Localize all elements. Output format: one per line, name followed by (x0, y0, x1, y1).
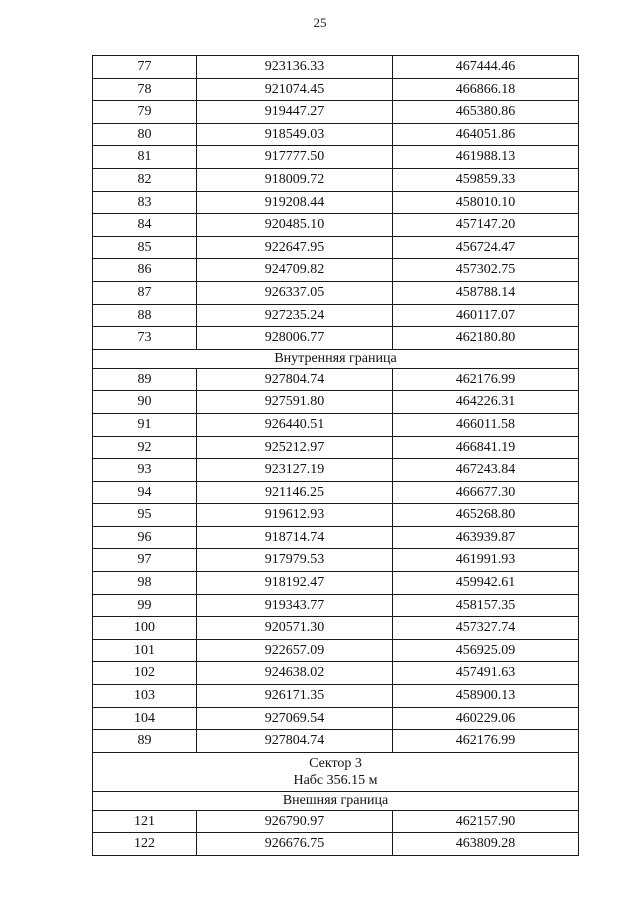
x-coordinate-cell: 922657.09 (197, 639, 393, 662)
point-number-cell: 79 (93, 101, 197, 124)
y-coordinate-cell: 456724.47 (393, 236, 579, 259)
y-coordinate-cell: 458010.10 (393, 191, 579, 214)
y-coordinate-cell: 457302.75 (393, 259, 579, 282)
point-number-cell: 77 (93, 56, 197, 79)
sector-title: Сектор 3 (309, 755, 362, 771)
point-number-cell: 97 (93, 549, 197, 572)
sector-header-row (93, 752, 579, 791)
x-coordinate-cell: 925212.97 (197, 436, 393, 459)
coordinates-table (92, 55, 579, 856)
x-coordinate-cell: 926790.97 (197, 810, 393, 833)
y-coordinate-cell: 464226.31 (393, 391, 579, 414)
y-coordinate-cell: 466011.58 (393, 413, 579, 436)
point-number-cell: 86 (93, 259, 197, 282)
point-number-cell: 92 (93, 436, 197, 459)
x-coordinate-cell: 926171.35 (197, 685, 393, 708)
x-coordinate-cell: 928006.77 (197, 327, 393, 350)
table-row (93, 549, 579, 572)
table-row (93, 236, 579, 259)
table-row (93, 572, 579, 595)
point-number-cell: 94 (93, 481, 197, 504)
y-coordinate-cell: 462176.99 (393, 730, 579, 753)
coordinates-table-body (93, 56, 579, 856)
table-row (93, 78, 579, 101)
table-row (93, 191, 579, 214)
table-row (93, 481, 579, 504)
table-row (93, 146, 579, 169)
x-coordinate-cell: 917979.53 (197, 549, 393, 572)
point-number-cell: 103 (93, 685, 197, 708)
x-coordinate-cell: 919447.27 (197, 101, 393, 124)
sector-elevation: Набс 356.15 м (293, 772, 378, 788)
table-row (93, 391, 579, 414)
point-number-cell: 93 (93, 459, 197, 482)
x-coordinate-cell: 924709.82 (197, 259, 393, 282)
table-row (93, 810, 579, 833)
table-row (93, 259, 579, 282)
x-coordinate-cell: 919612.93 (197, 504, 393, 527)
point-number-cell: 81 (93, 146, 197, 169)
x-coordinate-cell: 918009.72 (197, 168, 393, 191)
y-coordinate-cell: 464051.86 (393, 123, 579, 146)
x-coordinate-cell: 923136.33 (197, 56, 393, 79)
x-coordinate-cell: 927069.54 (197, 707, 393, 730)
table-row (93, 281, 579, 304)
x-coordinate-cell: 921146.25 (197, 481, 393, 504)
point-number-cell: 102 (93, 662, 197, 685)
page-number: 25 (313, 15, 327, 30)
y-coordinate-cell: 463809.28 (393, 833, 579, 856)
table-row (93, 368, 579, 391)
point-number-cell: 99 (93, 594, 197, 617)
y-coordinate-cell: 461991.93 (393, 549, 579, 572)
y-coordinate-cell: 458157.35 (393, 594, 579, 617)
table-row (93, 327, 579, 350)
table-row (93, 594, 579, 617)
y-coordinate-cell: 457147.20 (393, 214, 579, 237)
point-number-cell: 122 (93, 833, 197, 856)
x-coordinate-cell: 926676.75 (197, 833, 393, 856)
section-header: Внешняя граница (93, 791, 579, 810)
x-coordinate-cell: 921074.45 (197, 78, 393, 101)
x-coordinate-cell: 927804.74 (197, 368, 393, 391)
section-header: Внутренняя граница (93, 349, 579, 368)
x-coordinate-cell: 923127.19 (197, 459, 393, 482)
x-coordinate-cell: 927235.24 (197, 304, 393, 327)
point-number-cell: 78 (93, 78, 197, 101)
x-coordinate-cell: 927591.80 (197, 391, 393, 414)
table-row (93, 459, 579, 482)
point-number-cell: 91 (93, 413, 197, 436)
table-row (93, 504, 579, 527)
y-coordinate-cell: 467444.46 (393, 56, 579, 79)
point-number-cell: 73 (93, 327, 197, 350)
table-row (93, 56, 579, 79)
y-coordinate-cell: 457491.63 (393, 662, 579, 685)
table-row (93, 685, 579, 708)
x-coordinate-cell: 920571.30 (197, 617, 393, 640)
point-number-cell: 89 (93, 730, 197, 753)
y-coordinate-cell: 457327.74 (393, 617, 579, 640)
y-coordinate-cell: 467243.84 (393, 459, 579, 482)
table-row (93, 526, 579, 549)
section-header-row (93, 349, 579, 368)
y-coordinate-cell: 466841.19 (393, 436, 579, 459)
y-coordinate-cell: 456925.09 (393, 639, 579, 662)
section-header-row (93, 791, 579, 810)
y-coordinate-cell: 458788.14 (393, 281, 579, 304)
table-row (93, 833, 579, 856)
point-number-cell: 85 (93, 236, 197, 259)
table-row (93, 214, 579, 237)
point-number-cell: 83 (93, 191, 197, 214)
y-coordinate-cell: 461988.13 (393, 146, 579, 169)
x-coordinate-cell: 917777.50 (197, 146, 393, 169)
y-coordinate-cell: 459859.33 (393, 168, 579, 191)
point-number-cell: 121 (93, 810, 197, 833)
y-coordinate-cell: 466866.18 (393, 78, 579, 101)
x-coordinate-cell: 924638.02 (197, 662, 393, 685)
point-number-cell: 88 (93, 304, 197, 327)
x-coordinate-cell: 918714.74 (197, 526, 393, 549)
point-number-cell: 87 (93, 281, 197, 304)
table-row (93, 436, 579, 459)
y-coordinate-cell: 462180.80 (393, 327, 579, 350)
x-coordinate-cell: 922647.95 (197, 236, 393, 259)
y-coordinate-cell: 465268.80 (393, 504, 579, 527)
y-coordinate-cell: 459942.61 (393, 572, 579, 595)
point-number-cell: 100 (93, 617, 197, 640)
x-coordinate-cell: 919343.77 (197, 594, 393, 617)
x-coordinate-cell: 919208.44 (197, 191, 393, 214)
table-row (93, 707, 579, 730)
point-number-cell: 80 (93, 123, 197, 146)
y-coordinate-cell: 460117.07 (393, 304, 579, 327)
x-coordinate-cell: 927804.74 (197, 730, 393, 753)
point-number-cell: 96 (93, 526, 197, 549)
x-coordinate-cell: 926440.51 (197, 413, 393, 436)
point-number-cell: 104 (93, 707, 197, 730)
y-coordinate-cell: 460229.06 (393, 707, 579, 730)
table-row (93, 304, 579, 327)
y-coordinate-cell: 462157.90 (393, 810, 579, 833)
point-number-cell: 82 (93, 168, 197, 191)
table-row (93, 413, 579, 436)
point-number-cell: 98 (93, 572, 197, 595)
y-coordinate-cell: 462176.99 (393, 368, 579, 391)
table-row (93, 101, 579, 124)
x-coordinate-cell: 918549.03 (197, 123, 393, 146)
x-coordinate-cell: 926337.05 (197, 281, 393, 304)
y-coordinate-cell: 458900.13 (393, 685, 579, 708)
table-row (93, 168, 579, 191)
table-row (93, 730, 579, 753)
y-coordinate-cell: 466677.30 (393, 481, 579, 504)
y-coordinate-cell: 463939.87 (393, 526, 579, 549)
point-number-cell: 95 (93, 504, 197, 527)
point-number-cell: 84 (93, 214, 197, 237)
table-row (93, 123, 579, 146)
point-number-cell: 101 (93, 639, 197, 662)
table-row (93, 662, 579, 685)
table-row (93, 617, 579, 640)
x-coordinate-cell: 918192.47 (197, 572, 393, 595)
sector-header (93, 752, 579, 791)
point-number-cell: 90 (93, 391, 197, 414)
x-coordinate-cell: 920485.10 (197, 214, 393, 237)
table-row (93, 639, 579, 662)
point-number-cell: 89 (93, 368, 197, 391)
y-coordinate-cell: 465380.86 (393, 101, 579, 124)
